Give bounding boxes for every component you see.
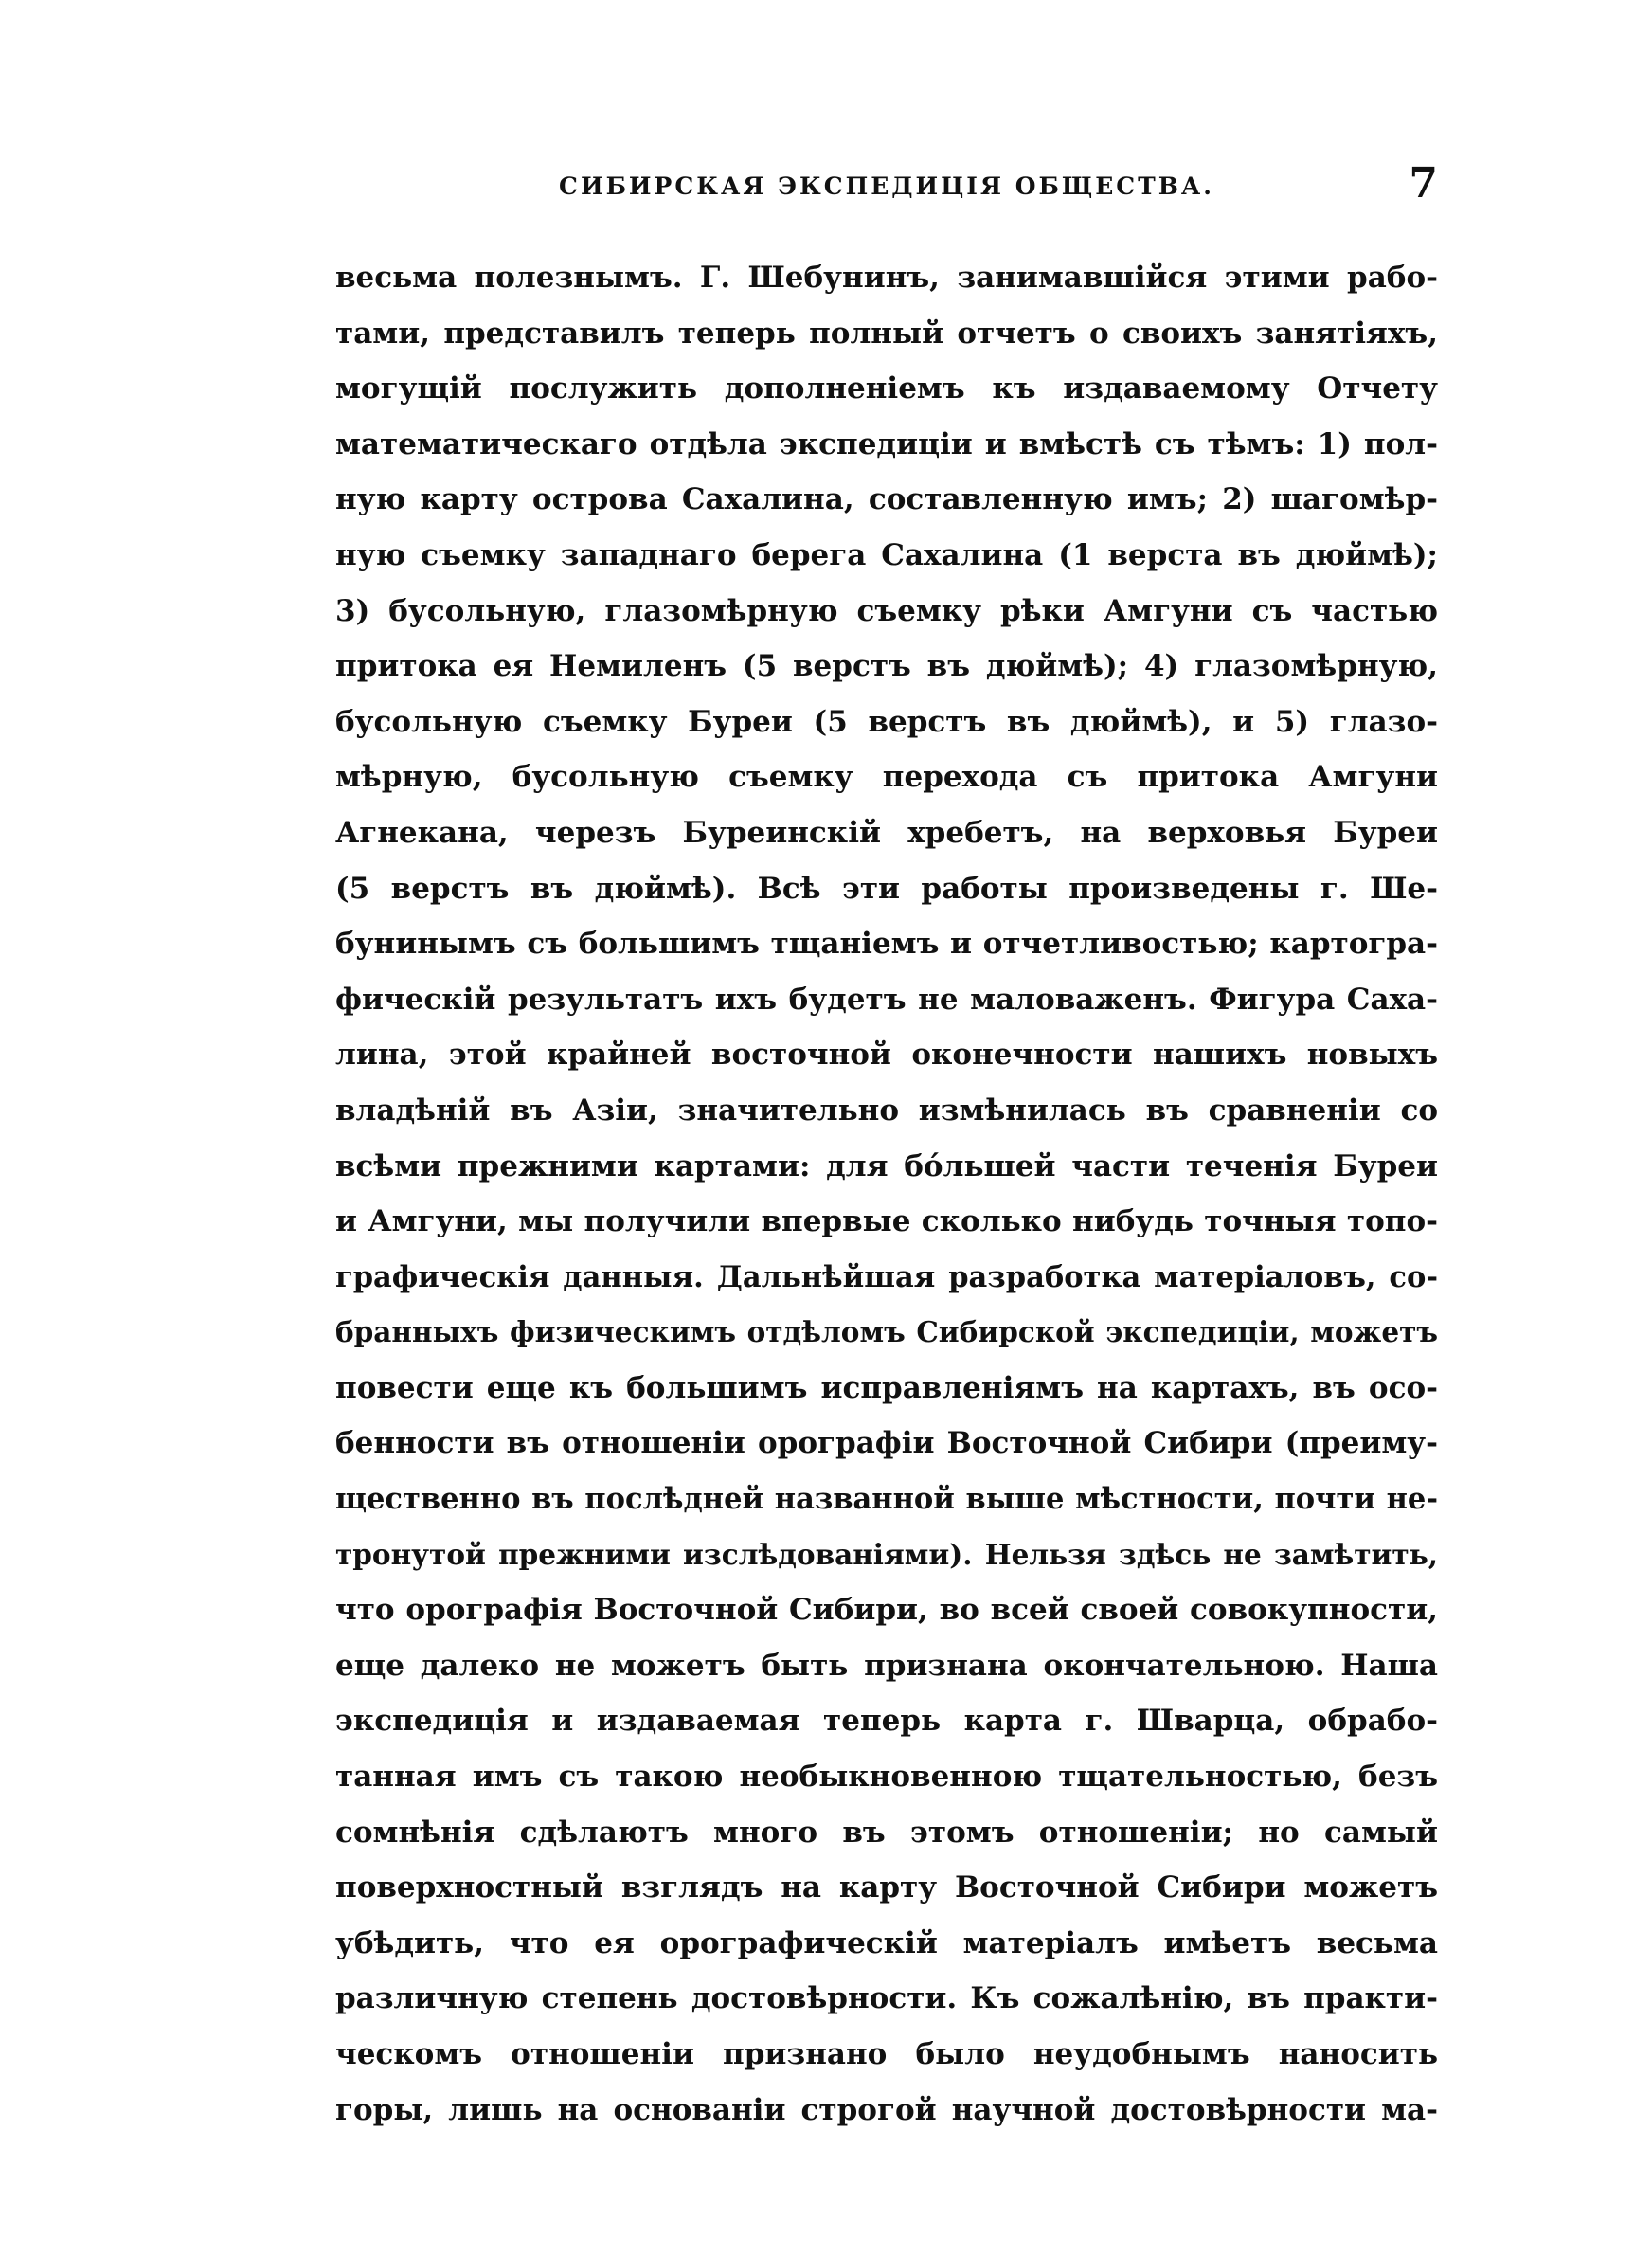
text-line: владѣній въ Азіи, значительно измѣнилась въ сравненіи со [335, 1092, 1438, 1128]
text-line: экспедиція и издаваемая теперь карта г. Шварца, обрабо- [335, 1704, 1438, 1739]
running-head [335, 159, 1438, 216]
text-line: могущій послужить дополненіемъ къ издаваемому Отчету [335, 371, 1438, 406]
text-line: еще далеко не можетъ быть признана окончательною. Наша [335, 1648, 1438, 1683]
text-line: мѣрную, бусольную съемку перехода съ притока Амгуни [335, 760, 1438, 795]
text-line: убѣдить, что ея орографическій матеріалъ имѣетъ весьма [335, 1925, 1438, 1960]
text-line: лина, этой крайней восточной оконечности нашихъ новыхъ [335, 1038, 1438, 1073]
running-title: СИБИРСКАЯ ЭКСПЕДИЦІЯ ОБЩЕСТВА. [559, 172, 1214, 200]
text-line: бранныхъ физическимъ отдѣломъ Сибирской экспедиціи, можетъ [335, 1315, 1438, 1349]
text-line: и Амгуни, мы получили впервые сколько нибудь точныя топо- [335, 1204, 1438, 1239]
text-line: Агнекана, черезъ Буреинскій хребетъ, на верховья Буреи [335, 815, 1438, 850]
text-line: танная имъ съ такою необыкновенною тщательностью, безъ [335, 1760, 1438, 1795]
text-line: сомнѣнія сдѣлаютъ много въ этомъ отношеніи; но самый [335, 1815, 1438, 1850]
text-line: весьма полезнымъ. Г. Шебунинъ, занимавшійся этими рабо- [335, 261, 1438, 295]
text-line: фическій результатъ ихъ будетъ не маловаженъ. Фигура Саха- [335, 982, 1438, 1017]
text-line: поверхностный взглядъ на карту Восточной Сибири можетъ [335, 1870, 1438, 1905]
text-line: (5 верстъ въ дюймѣ). Всѣ эти работы произведены г. Ше- [335, 871, 1438, 906]
text-line: тами, представилъ теперь полный отчетъ о своихъ занятіяхъ, [335, 316, 1438, 351]
text-line: ную карту острова Сахалина, составленную имъ; 2) шагомѣр- [335, 482, 1438, 517]
text-line: бусольную съемку Буреи (5 верстъ въ дюймѣ), и 5) глазо- [335, 704, 1438, 739]
text-line: ческомъ отношеніи признано было неудобнымъ наносить [335, 2037, 1438, 2071]
body-text [335, 250, 1438, 2138]
text-line: графическія данныя. Дальнѣйшая разработка матеріаловъ, со- [335, 1259, 1438, 1294]
text-line: горы, лишь на основаніи строгой научной достовѣрности ма- [335, 2092, 1438, 2127]
text-line: повести еще къ большимъ исправленіямъ на картахъ, въ осо- [335, 1370, 1438, 1405]
text-line: ную съемку западнаго берега Сахалина (1 верста въ дюймѣ); [335, 537, 1438, 572]
text-line: 3) бусольную, глазомѣрную съемку рѣки Амгуни съ частью [335, 593, 1438, 628]
text-line: различную степень достовѣрности. Къ сожалѣнію, въ практи- [335, 1981, 1438, 2016]
text-line: тронутой прежними изслѣдованіями). Нельзя здѣсь не замѣтить, [335, 1537, 1438, 1571]
text-line: щественно въ послѣдней названной выше мѣстности, почти не- [335, 1482, 1438, 1517]
text-line: всѣми прежними картами: для бóльшей части теченія Буреи [335, 1148, 1438, 1183]
text-line: притока ея Немиленъ (5 верстъ въ дюймѣ); 4) глазомѣрную, [335, 649, 1438, 684]
text-line: математическаго отдѣла экспедиціи и вмѣстѣ съ тѣмъ: 1) пол- [335, 426, 1438, 461]
page-number: 7 [1409, 159, 1438, 208]
text-line: бенности въ отношеніи орографіи Восточной Сибири (преиму- [335, 1426, 1438, 1461]
text-line: что орографія Восточной Сибири, во всей своей совокупности, [335, 1593, 1438, 1628]
text-line: бунинымъ съ большимъ тщаніемъ и отчетливостью; картогра- [335, 927, 1438, 962]
